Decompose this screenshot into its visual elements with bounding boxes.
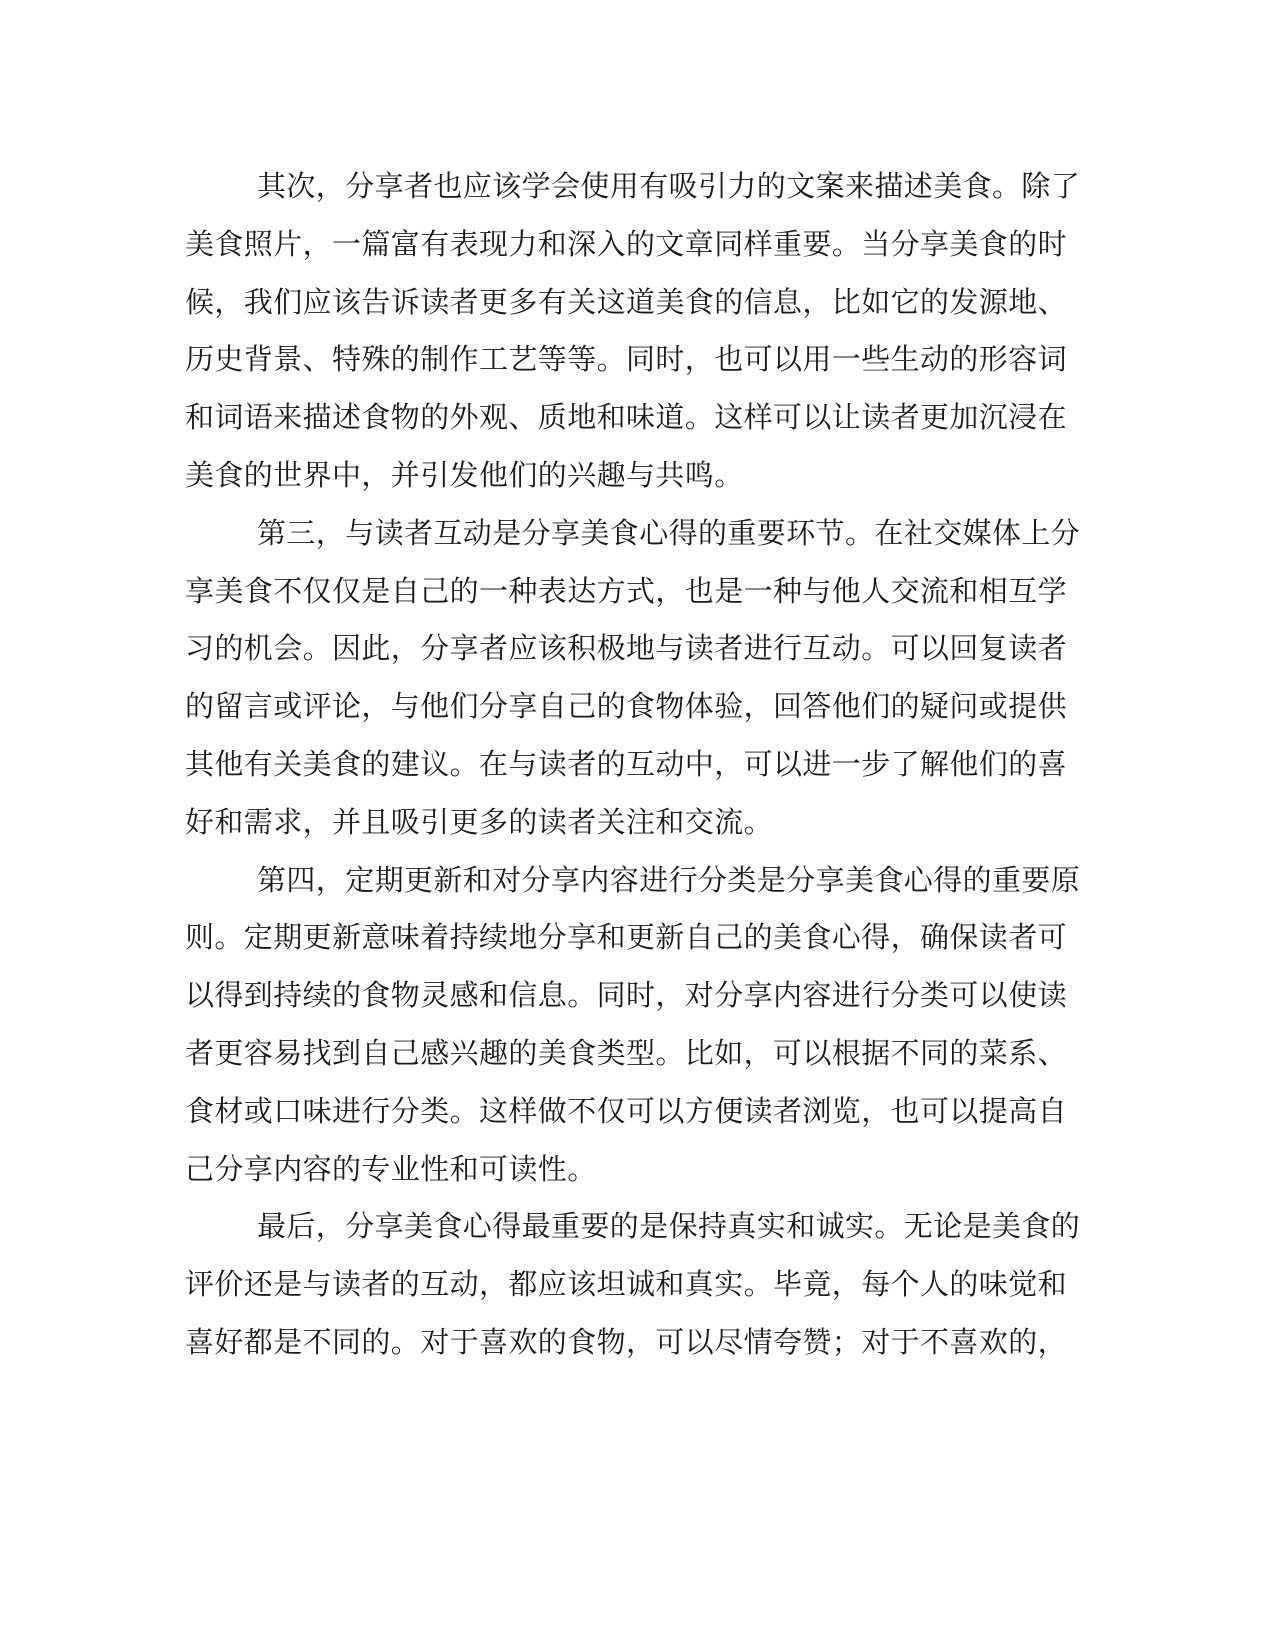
paragraph-finally bbox=[185, 1198, 1085, 1371]
text-line: 好和需求，并且吸引更多的读者关注和交流。 bbox=[185, 804, 774, 839]
text-line: 评价还是与读者的互动，都应该坦诚和真实。毕竟，每个人的味觉和 bbox=[185, 1267, 1068, 1302]
text-line: 己分享内容的专业性和可读性。 bbox=[185, 1151, 597, 1186]
paragraph-fourth bbox=[185, 852, 1085, 1199]
text-line: 享美食不仅仅是自己的一种表达方式，也是一种与他人交流和相互学 bbox=[185, 573, 1068, 608]
text-line: 和词语来描述食物的外观、质地和味道。这样可以让读者更加沉浸在 bbox=[185, 400, 1068, 435]
body-text bbox=[185, 158, 1085, 1372]
text-line: 美食的世界中，并引发他们的兴趣与共鸣。 bbox=[185, 457, 744, 492]
text-line: 者更容易找到自己感兴趣的美食类型。比如，可以根据不同的菜系、 bbox=[185, 1035, 1068, 1070]
paragraph-secondly bbox=[185, 158, 1085, 505]
text-line: 第三，与读者互动是分享美食心得的重要环节。在社交媒体上分 bbox=[257, 515, 1081, 550]
text-line: 其次，分享者也应该学会使用有吸引力的文案来描述美食。除了 bbox=[257, 169, 1081, 203]
text-line: 其他有关美食的建议。在与读者的互动中，可以进一步了解他们的喜 bbox=[185, 746, 1068, 781]
text-line: 习的机会。因此，分享者应该积极地与读者进行互动。可以回复读者 bbox=[185, 631, 1068, 666]
text-line: 的留言或评论，与他们分享自己的食物体验，回答他们的疑问或提供 bbox=[185, 689, 1068, 724]
text-line: 以得到持续的食物灵感和信息。同时，对分享内容进行分类可以使读 bbox=[185, 978, 1068, 1013]
text-line: 最后，分享美食心得最重要的是保持真实和诚实。无论是美食的 bbox=[257, 1209, 1081, 1244]
text-line: 喜好都是不同的。对于喜欢的食物，可以尽情夸赞；对于不喜欢的， bbox=[185, 1324, 1068, 1359]
text-line: 第四，定期更新和对分享内容进行分类是分享美食心得的重要原 bbox=[257, 862, 1081, 897]
text-line: 美食照片，一篇富有表现力和深入的文章同样重要。当分享美食的时 bbox=[185, 226, 1068, 261]
text-line: 则。定期更新意味着持续地分享和更新自己的美食心得，确保读者可 bbox=[185, 920, 1068, 955]
text-line: 食材或口味进行分类。这样做不仅可以方便读者浏览，也可以提高自 bbox=[185, 1093, 1068, 1128]
text-line: 候，我们应该告诉读者更多有关这道美食的信息，比如它的发源地、 bbox=[185, 284, 1068, 319]
text-line: 历史背景、特殊的制作工艺等等。同时，也可以用一些生动的形容词 bbox=[185, 342, 1068, 377]
paragraph-third bbox=[185, 505, 1085, 852]
